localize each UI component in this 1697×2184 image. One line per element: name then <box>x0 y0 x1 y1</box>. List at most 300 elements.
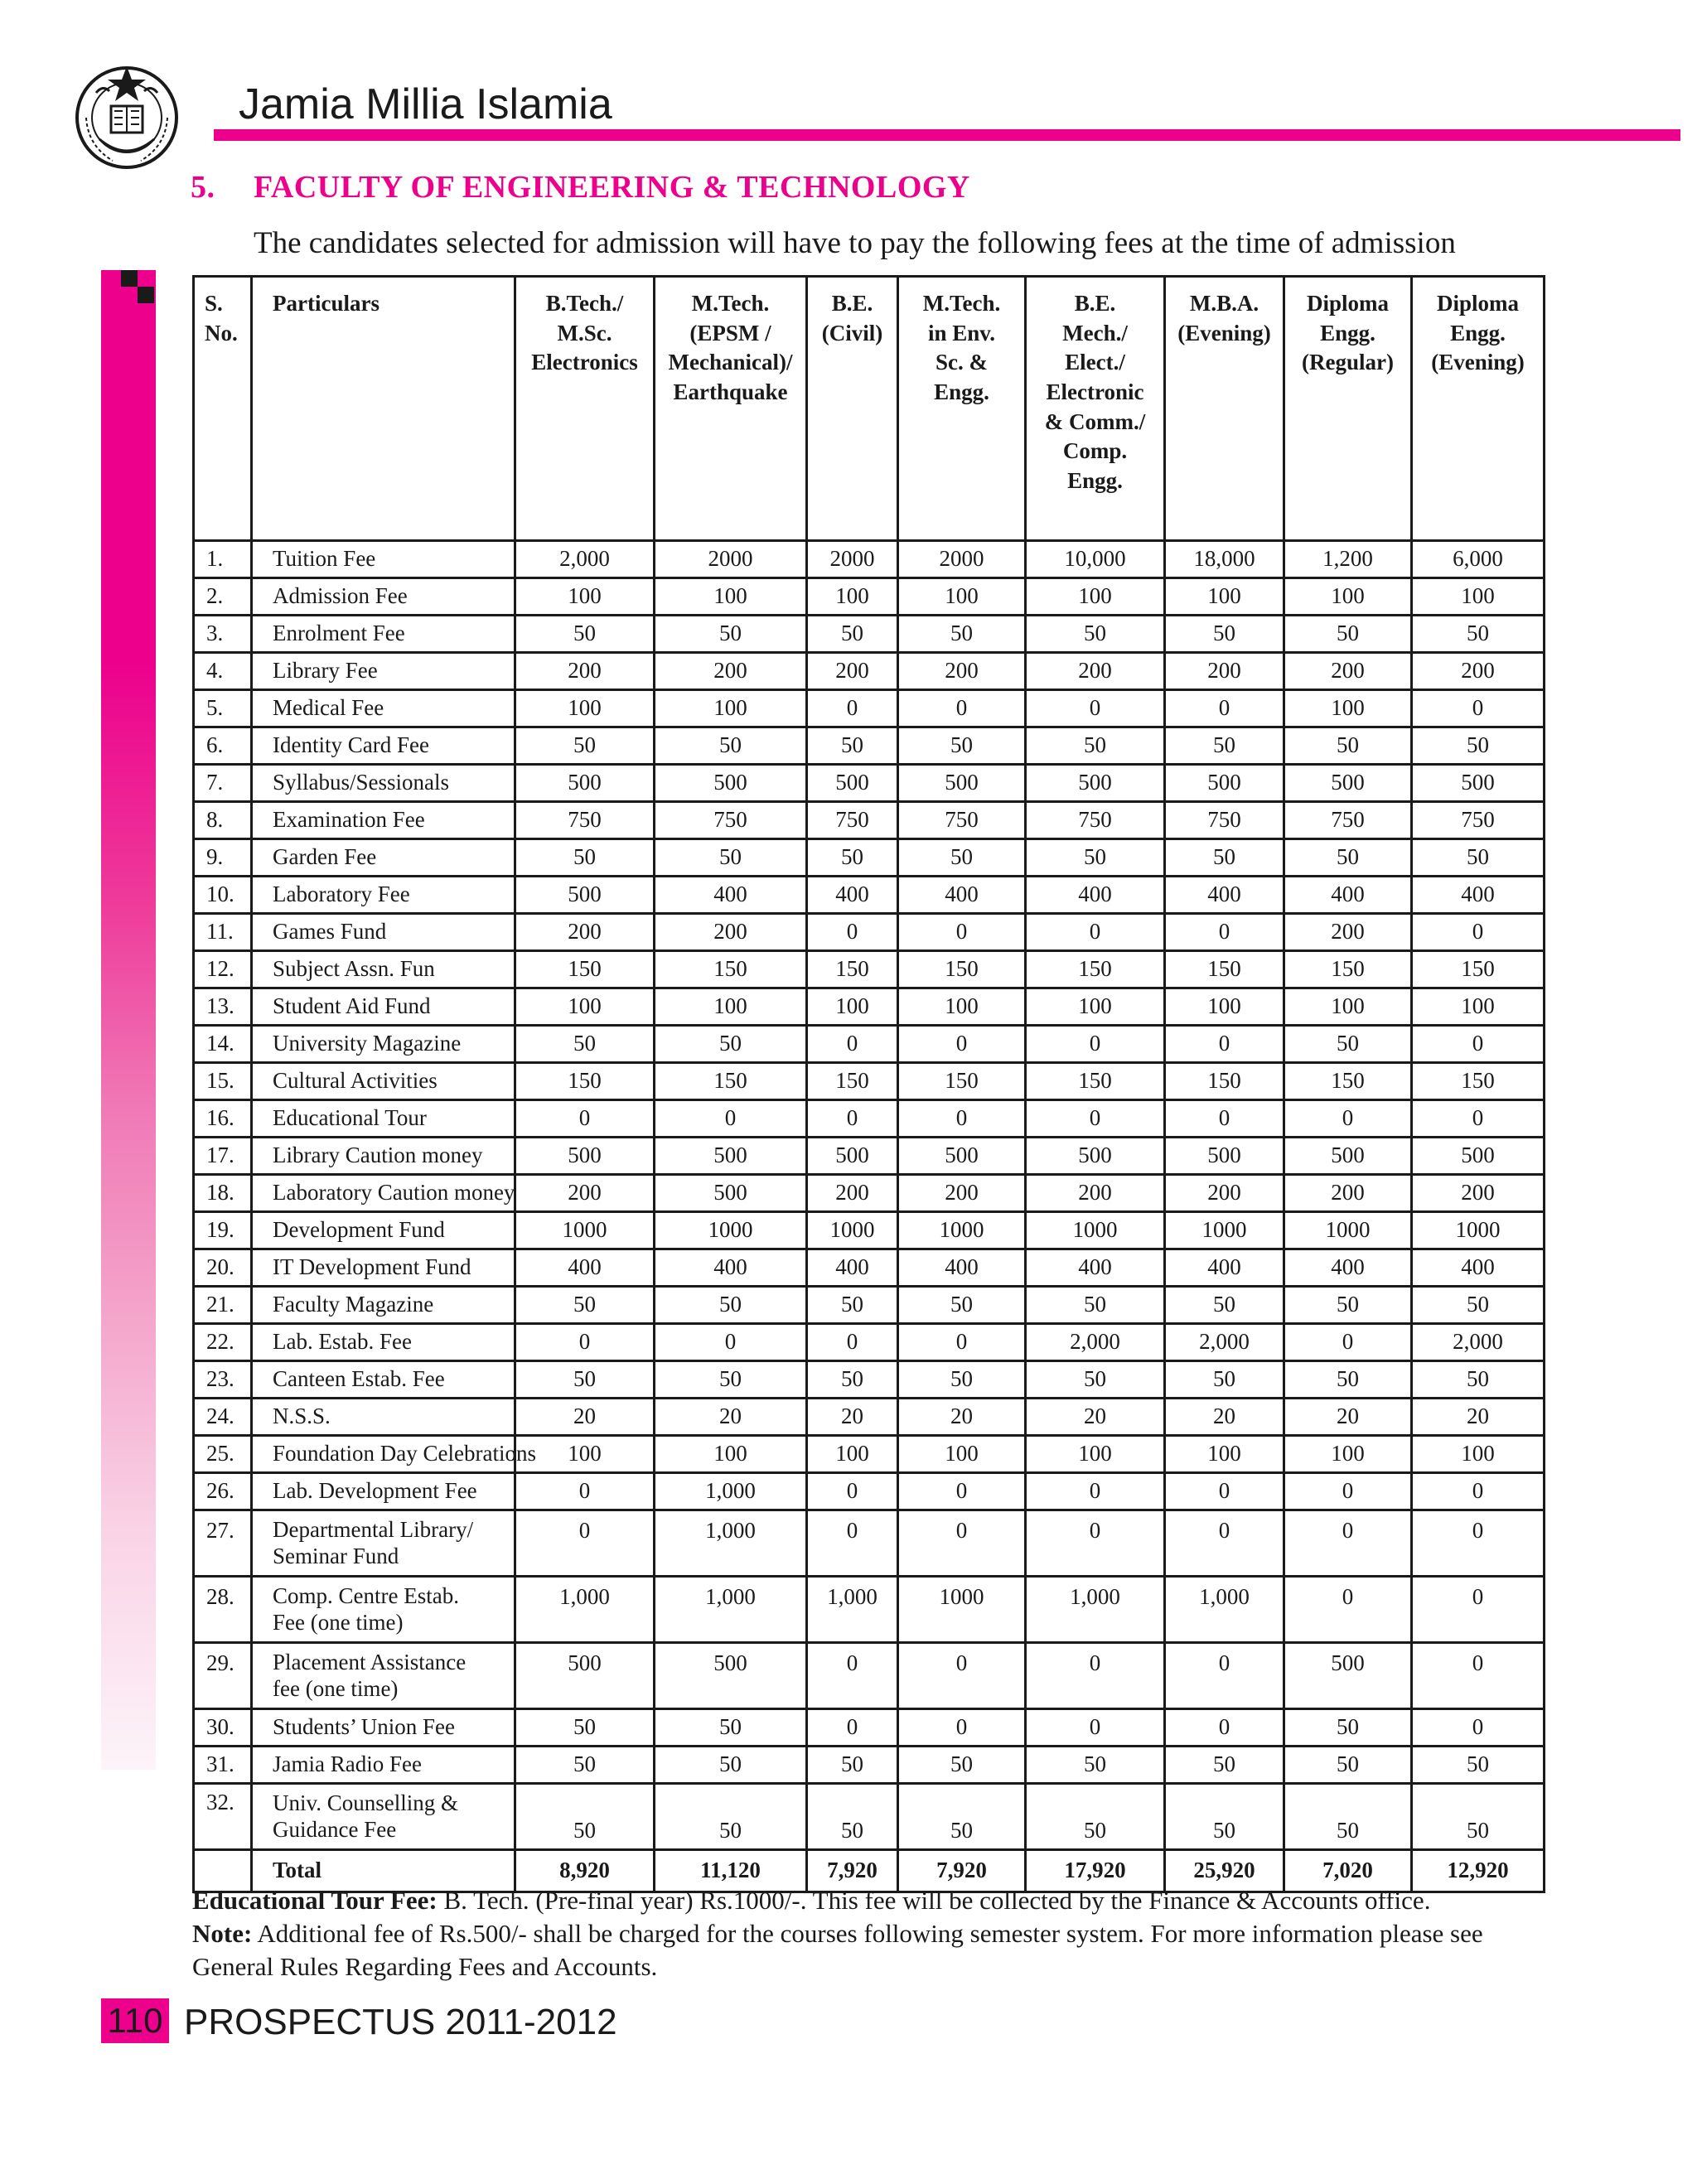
fee-value: 200 <box>515 653 655 690</box>
fee-value: 0 <box>898 1324 1026 1361</box>
fee-value: 50 <box>1165 1784 1284 1850</box>
fee-value: 0 <box>807 1709 898 1747</box>
fee-value: 150 <box>1284 951 1412 988</box>
row-particular <box>252 616 515 653</box>
row-particular <box>252 951 515 988</box>
section-number: 5. <box>191 170 215 205</box>
fee-value: 50 <box>807 1361 898 1399</box>
total-value: 25,920 <box>1165 1850 1284 1892</box>
fee-value: 1000 <box>515 1212 655 1249</box>
fee-value: 100 <box>515 578 655 616</box>
fee-value: 50 <box>515 1026 655 1063</box>
header-sno-line: No. <box>205 320 238 345</box>
fee-value: 200 <box>807 1175 898 1212</box>
fee-value: 200 <box>1165 1175 1284 1212</box>
row-particular-line: Students’ Union Fee <box>273 1714 455 1740</box>
fee-value: 100 <box>1412 988 1545 1026</box>
row-particular-line: University Magazine <box>273 1031 462 1056</box>
header-program <box>655 277 807 541</box>
header-program-line: (EPSM / <box>689 320 771 345</box>
table-row <box>194 1473 1545 1510</box>
fee-value: 0 <box>515 1324 655 1361</box>
fee-value: 50 <box>1284 1784 1412 1850</box>
fee-value: 50 <box>807 839 898 877</box>
fee-value: 50 <box>1284 1747 1412 1784</box>
fee-value: 50 <box>655 1287 807 1324</box>
fee-value: 50 <box>1026 616 1165 653</box>
fee-value: 0 <box>1026 1510 1165 1577</box>
row-particular-line: N.S.S. <box>273 1404 331 1429</box>
table-row <box>194 1026 1545 1063</box>
fee-value: 50 <box>515 1784 655 1850</box>
fee-value: 0 <box>1165 1643 1284 1709</box>
row-particular-line: IT Development Fund <box>273 1254 471 1280</box>
fee-value: 50 <box>1165 1361 1284 1399</box>
row-particular <box>252 1361 515 1399</box>
fee-value: 1,200 <box>1284 541 1412 578</box>
row-sno: 8. <box>194 802 252 839</box>
fee-value: 0 <box>1284 1473 1412 1510</box>
total-value: 7,920 <box>807 1850 898 1892</box>
row-particular-line: Library Fee <box>273 658 378 684</box>
fee-value: 0 <box>898 1643 1026 1709</box>
fee-value: 50 <box>1412 727 1545 765</box>
fee-value: 50 <box>655 1747 807 1784</box>
total-label: Total <box>252 1850 515 1892</box>
fee-value: 2000 <box>655 541 807 578</box>
table-row <box>194 1361 1545 1399</box>
fee-value: 100 <box>515 988 655 1026</box>
fee-value: 50 <box>898 616 1026 653</box>
fee-value: 0 <box>1026 1709 1165 1747</box>
fee-value: 1,000 <box>655 1510 807 1577</box>
footer-title: PROSPECTUS 2011-2012 <box>184 2002 617 2042</box>
fee-value: 50 <box>1284 727 1412 765</box>
fee-value: 400 <box>655 877 807 914</box>
fee-value: 400 <box>1412 877 1545 914</box>
fee-value: 1000 <box>1026 1212 1165 1249</box>
fee-value: 50 <box>1412 1361 1545 1399</box>
row-sno: 17. <box>194 1138 252 1175</box>
table-row <box>194 653 1545 690</box>
fee-value: 2000 <box>807 541 898 578</box>
row-particular <box>252 1436 536 1473</box>
fee-value: 0 <box>1284 1100 1412 1138</box>
row-particular-line: Development Fund <box>273 1217 445 1243</box>
fee-value: 200 <box>1284 914 1412 951</box>
fee-value: 500 <box>807 1138 898 1175</box>
fee-value: 750 <box>1284 802 1412 839</box>
row-sno: 11. <box>194 914 252 951</box>
row-sno: 1. <box>194 541 252 578</box>
fee-value: 1,000 <box>655 1473 807 1510</box>
row-particular-line: Medical Fee <box>273 695 384 721</box>
row-particular <box>252 1026 515 1063</box>
row-sno: 18. <box>194 1175 252 1212</box>
fee-value: 50 <box>898 839 1026 877</box>
fee-value: 50 <box>655 727 807 765</box>
fee-value: 100 <box>898 988 1026 1026</box>
fee-value: 400 <box>1412 1249 1545 1287</box>
fee-value: 0 <box>1412 914 1545 951</box>
table-row <box>194 616 1545 653</box>
fee-value: 0 <box>1165 914 1284 951</box>
fee-value: 20 <box>1165 1399 1284 1436</box>
fee-value: 500 <box>655 765 807 802</box>
table-row <box>194 988 1545 1026</box>
row-particular-line: Foundation Day Celebrations <box>273 1441 536 1466</box>
header-program-line: (Regular) <box>1302 350 1394 375</box>
row-particular <box>252 914 515 951</box>
header-program-line: B.Tech./ <box>545 291 624 316</box>
row-sno: 23. <box>194 1361 252 1399</box>
header-program-line: Diploma <box>1306 291 1389 316</box>
fee-value: 50 <box>515 616 655 653</box>
fee-value: 50 <box>1165 616 1284 653</box>
table-row <box>194 1643 1545 1709</box>
fee-value: 400 <box>898 877 1026 914</box>
fee-value: 50 <box>1165 727 1284 765</box>
row-particular <box>252 1324 515 1361</box>
fee-value: 0 <box>1165 1709 1284 1747</box>
table-row <box>194 802 1545 839</box>
total-value: 7,020 <box>1284 1850 1412 1892</box>
fee-value: 200 <box>515 914 655 951</box>
fee-value: 50 <box>1026 1784 1165 1850</box>
fee-value: 2,000 <box>515 541 655 578</box>
header-program-line: Mechanical)/ <box>668 350 793 375</box>
fee-value: 200 <box>1026 1175 1165 1212</box>
fee-value: 50 <box>1026 1287 1165 1324</box>
fee-value: 0 <box>807 914 898 951</box>
row-particular <box>252 653 515 690</box>
header-program-line: (Evening) <box>1177 320 1271 345</box>
fee-value: 0 <box>1412 1100 1545 1138</box>
row-particular-line: Identity Card Fee <box>273 732 429 758</box>
notes-block <box>192 1884 1551 1983</box>
fee-value: 2,000 <box>1165 1324 1284 1361</box>
row-sno: 7. <box>194 765 252 802</box>
row-particular <box>252 1138 515 1175</box>
fee-value: 150 <box>1165 951 1284 988</box>
row-particular-line: Laboratory Fee <box>273 882 410 907</box>
row-sno: 27. <box>194 1510 252 1577</box>
fee-value: 0 <box>898 690 1026 727</box>
table-row <box>194 578 1545 616</box>
row-particular-line: Tuition Fee <box>273 546 376 572</box>
fee-value: 0 <box>655 1100 807 1138</box>
fee-value: 200 <box>898 653 1026 690</box>
header-program-line: Elect./ <box>1065 350 1125 375</box>
fee-value: 1,000 <box>807 1577 898 1643</box>
fee-value: 400 <box>807 1249 898 1287</box>
fee-value: 0 <box>1412 1577 1545 1643</box>
header-program-line: & Comm./ <box>1044 408 1146 434</box>
fee-value: 200 <box>1284 653 1412 690</box>
fee-value: 400 <box>655 1249 807 1287</box>
fee-value: 50 <box>1026 1747 1165 1784</box>
row-particular-line: Laboratory Caution money <box>273 1180 515 1206</box>
fee-value: 50 <box>1165 1747 1284 1784</box>
table-row <box>194 839 1545 877</box>
table-row <box>194 1709 1545 1747</box>
fee-value: 2,000 <box>1412 1324 1545 1361</box>
fee-value: 20 <box>1026 1399 1165 1436</box>
fee-value: 0 <box>1026 1026 1165 1063</box>
fee-value: 750 <box>1165 802 1284 839</box>
row-particular <box>252 727 515 765</box>
fee-value: 20 <box>1412 1399 1545 1436</box>
fee-value: 50 <box>1412 1784 1545 1850</box>
header-program-line: B.E. <box>1074 291 1116 316</box>
fee-value: 50 <box>898 727 1026 765</box>
header-program-line: Engg. <box>934 379 989 404</box>
fee-value: 500 <box>515 1138 655 1175</box>
fee-table <box>192 275 1545 1893</box>
fee-value: 50 <box>655 1709 807 1747</box>
table-row <box>194 1399 1545 1436</box>
fee-value: 750 <box>655 802 807 839</box>
total-value: 7,920 <box>898 1850 1026 1892</box>
row-sno: 30. <box>194 1709 252 1747</box>
header-program <box>1284 277 1412 541</box>
row-particular-line: Faculty Magazine <box>273 1292 434 1317</box>
row-particular <box>252 1577 515 1643</box>
fee-value: 200 <box>515 1175 655 1212</box>
fee-value: 0 <box>898 1510 1026 1577</box>
fee-value: 50 <box>655 1026 807 1063</box>
fee-value: 500 <box>898 765 1026 802</box>
fee-value: 100 <box>515 690 655 727</box>
row-sno: 29. <box>194 1643 252 1709</box>
tour-note-text: B. Tech. (Pre-final year) Rs.1000/-. This fee will be collected by the Finance & Accounts office. <box>443 1886 1431 1915</box>
row-particular-line: Fee (one time) <box>273 1609 404 1635</box>
table-row <box>194 765 1545 802</box>
fee-value: 0 <box>1412 1643 1545 1709</box>
fee-value: 50 <box>898 1784 1026 1850</box>
fee-value: 0 <box>515 1510 655 1577</box>
row-particular <box>252 541 515 578</box>
fee-value: 1000 <box>1412 1212 1545 1249</box>
row-particular-line: Subject Assn. Fun <box>273 956 435 982</box>
row-particular-line: Placement Assistance <box>273 1650 467 1675</box>
fee-value: 1,000 <box>655 1577 807 1643</box>
fee-value: 500 <box>1026 765 1165 802</box>
fee-value: 0 <box>898 1100 1026 1138</box>
header-program-line: M.Tech. <box>691 291 770 316</box>
row-particular-line: Garden Fee <box>273 844 377 870</box>
fee-value: 1,000 <box>1026 1577 1165 1643</box>
general-note-label: Note: <box>192 1919 253 1948</box>
fee-value: 6,000 <box>1412 541 1545 578</box>
side-corner-mark <box>138 287 154 303</box>
row-particular <box>252 1175 515 1212</box>
tour-note-label: Educational Tour Fee: <box>192 1886 438 1915</box>
header-program <box>515 277 655 541</box>
fee-value: 50 <box>515 1747 655 1784</box>
fee-value: 200 <box>807 653 898 690</box>
university-name: Jamia Millia Islamia <box>239 80 612 128</box>
fee-value: 0 <box>1412 690 1545 727</box>
row-particular <box>252 877 515 914</box>
fee-value: 100 <box>1412 578 1545 616</box>
header-program-line: (Civil) <box>821 320 883 345</box>
table-row <box>194 1324 1545 1361</box>
row-particular <box>252 690 515 727</box>
fee-value: 50 <box>807 1784 898 1850</box>
fee-value: 0 <box>1412 1026 1545 1063</box>
fee-value: 200 <box>1412 1175 1545 1212</box>
fee-value: 50 <box>1412 839 1545 877</box>
fee-value: 400 <box>1284 1249 1412 1287</box>
header-program-line: Comp. <box>1062 438 1128 464</box>
table-row <box>194 1100 1545 1138</box>
fee-value: 50 <box>1284 1026 1412 1063</box>
fee-value: 150 <box>515 1063 655 1100</box>
fee-value: 750 <box>807 802 898 839</box>
row-sno: 22. <box>194 1324 252 1361</box>
fee-value: 0 <box>1026 914 1165 951</box>
row-sno: 14. <box>194 1026 252 1063</box>
row-particular-line: Canteen Estab. Fee <box>273 1366 445 1392</box>
header-program-line: Engg. <box>1450 320 1506 345</box>
fee-value: 150 <box>1284 1063 1412 1100</box>
fee-value: 150 <box>807 951 898 988</box>
fee-value: 0 <box>1165 1510 1284 1577</box>
table-row <box>194 1784 1545 1850</box>
fee-value: 0 <box>655 1324 807 1361</box>
fee-value: 500 <box>1284 1138 1412 1175</box>
header-program-line: Earthquake <box>673 379 788 404</box>
header-program-line: M.Tech. <box>922 291 1001 316</box>
fee-value: 50 <box>1165 1287 1284 1324</box>
fee-value: 50 <box>1284 1709 1412 1747</box>
fee-value: 500 <box>898 1138 1026 1175</box>
fee-value: 0 <box>1284 1577 1412 1643</box>
fee-value: 20 <box>898 1399 1026 1436</box>
row-particular <box>252 1473 515 1510</box>
fee-value: 0 <box>1165 1026 1284 1063</box>
row-sno: 10. <box>194 877 252 914</box>
fee-value: 100 <box>807 1436 898 1473</box>
fee-value: 100 <box>1165 1436 1284 1473</box>
row-sno: 24. <box>194 1399 252 1436</box>
fee-value: 50 <box>515 1709 655 1747</box>
fee-value: 1000 <box>655 1212 807 1249</box>
fee-value: 50 <box>1412 1287 1545 1324</box>
row-sno: 9. <box>194 839 252 877</box>
header-program-line: B.E. <box>831 291 873 316</box>
row-sno: 16. <box>194 1100 252 1138</box>
fee-value: 400 <box>515 1249 655 1287</box>
table-row <box>194 1249 1545 1287</box>
fee-value: 100 <box>515 1436 655 1473</box>
header-program <box>1412 277 1545 541</box>
fee-value: 0 <box>515 1100 655 1138</box>
fee-value: 0 <box>898 1473 1026 1510</box>
row-particular-line: Syllabus/Sessionals <box>273 770 450 795</box>
fee-value: 50 <box>1284 1361 1412 1399</box>
fee-value: 20 <box>1284 1399 1412 1436</box>
fee-value: 50 <box>1284 839 1412 877</box>
fee-value: 500 <box>515 1643 655 1709</box>
fee-value: 100 <box>807 578 898 616</box>
row-particular <box>252 1212 515 1249</box>
fee-value: 0 <box>1412 1510 1545 1577</box>
table-row <box>194 1287 1545 1324</box>
header-program-line: (Evening) <box>1431 350 1525 375</box>
fee-value: 0 <box>807 1324 898 1361</box>
fee-value: 200 <box>1165 653 1284 690</box>
fee-value: 100 <box>898 578 1026 616</box>
fee-value: 50 <box>655 616 807 653</box>
row-particular <box>252 1709 515 1747</box>
fee-value: 50 <box>1026 839 1165 877</box>
table-row <box>194 1747 1545 1784</box>
row-particular <box>252 839 515 877</box>
header-program <box>807 277 898 541</box>
header-program <box>898 277 1026 541</box>
header-program-line: M.Sc. <box>557 320 612 345</box>
fee-value: 50 <box>655 1784 807 1850</box>
fee-value: 500 <box>515 877 655 914</box>
fee-value: 0 <box>898 1709 1026 1747</box>
row-particular <box>252 1784 515 1850</box>
fee-value: 150 <box>807 1063 898 1100</box>
row-particular-line: Library Caution money <box>273 1143 483 1168</box>
fee-value: 50 <box>807 616 898 653</box>
fee-value: 400 <box>1165 1249 1284 1287</box>
general-note-text: Additional fee of Rs.500/- shall be charged for the courses following semester system. For more information please see General Rules Regarding Fees and Accounts. <box>192 1919 1483 1981</box>
fee-value: 400 <box>1026 877 1165 914</box>
fee-value: 50 <box>515 1361 655 1399</box>
row-sno: 21. <box>194 1287 252 1324</box>
fee-value: 0 <box>1412 1473 1545 1510</box>
fee-value: 100 <box>1165 578 1284 616</box>
row-sno: 32. <box>194 1784 252 1850</box>
header-program-line: Engg. <box>1320 320 1375 345</box>
table-row <box>194 1063 1545 1100</box>
fee-value: 750 <box>1026 802 1165 839</box>
table-row <box>194 1436 1545 1473</box>
table-row <box>194 877 1545 914</box>
fee-value: 0 <box>807 1026 898 1063</box>
row-sno: 26. <box>194 1473 252 1510</box>
header-program-line: Electronics <box>531 350 638 375</box>
fee-value: 0 <box>898 1026 1026 1063</box>
fee-value: 100 <box>1284 988 1412 1026</box>
row-sno: 28. <box>194 1577 252 1643</box>
header-program <box>1165 277 1284 541</box>
fee-value: 50 <box>898 1747 1026 1784</box>
header-program-line: Engg. <box>1067 467 1123 493</box>
page-number: 110 <box>101 1998 169 2043</box>
fee-value: 400 <box>898 1249 1026 1287</box>
fee-value: 50 <box>655 1361 807 1399</box>
row-particular-line: Comp. Centre Estab. <box>273 1583 459 1609</box>
header-rule <box>214 129 1680 141</box>
fee-value: 200 <box>1026 653 1165 690</box>
fee-value: 50 <box>1165 839 1284 877</box>
row-particular <box>252 765 515 802</box>
jamia-emblem-icon <box>71 60 182 171</box>
row-particular <box>252 1249 515 1287</box>
fee-value: 0 <box>1026 690 1165 727</box>
row-particular-line: Seminar Fund <box>273 1543 399 1568</box>
row-particular-line: Jamia Radio Fee <box>273 1752 422 1777</box>
fee-value: 100 <box>655 690 807 727</box>
header-particulars: Particulars <box>252 277 515 541</box>
